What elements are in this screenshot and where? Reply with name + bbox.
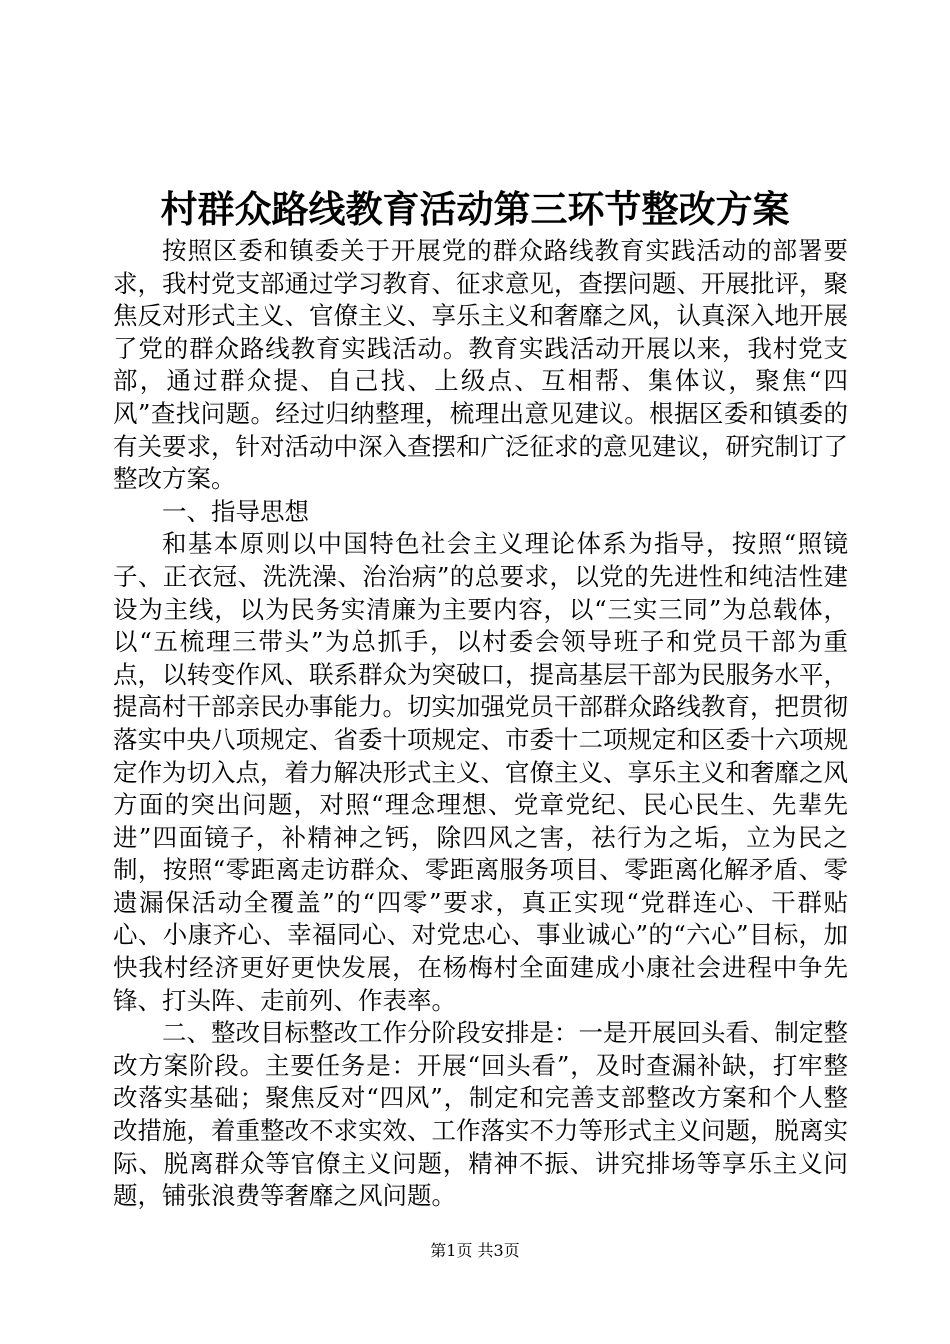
paragraph-intro: 按照区委和镇委关于开展党的群众路线教育实践活动的部署要求，我村党支部通过学习教育、征求意见，查摆问题、开展批评，聚焦反对形式主义、官僚主义、享乐主义和奢靡之风，认真深入地开展了党的群众路线教育实践活动。教育实践活动开展以来，我村党支部，通过群众提、自己找、上级点、互相帮、集体议，聚焦“四风”查找问题。经过归纳整理，梳理出意见建议。根据区委和镇委的有关要求，针对活动中深入查摆和广泛征求的意见建议，研究制订了整改方案。 [113, 236, 848, 494]
page-number-footer: 第1页 共3页 [430, 1241, 520, 1260]
paragraph-rectification-goals: 二、整改目标整改工作分阶段安排是：一是开展回头看、制定整改方案阶段。主要任务是：开展“回头看”，及时查漏补缺，打牢整改落实基础；聚焦反对“四风”，制定和完善支部整改方案和个人整改措施，着重整改不求实效、工作落实不力等形式主义问题，脱离实际、脱离群众等官僚主义问题，精神不振、讲究排场等享乐主义问题，铺张浪费等奢靡之风问题。 [113, 1018, 848, 1211]
section-heading-guiding-thought: 一、指导思想 [162, 496, 309, 526]
document-body [113, 235, 848, 1213]
paragraph-guiding-thought: 和基本原则以中国特色社会主义理论体系为指导，按照“照镜子、正衣冠、洗洗澡、治治病”的总要求，以党的先进性和纯洁性建设为主线，以为民务实清廉为主要内容，以“三实三同”为总载体，以“五梳理三带头”为总抓手，以村委会领导班子和党员干部为重点，以转变作风、联系群众为突破口，提高基层干部为民服务水平，提高村干部亲民办事能力。切实加强党员干部群众路线教育，把贯彻落实中央八项规定、省委十项规定、市委十二项规定和区委十六项规定作为切入点，着力解决形式主义、官僚主义、享乐主义和奢靡之风方面的突出问题，对照“理念理想、党章党纪、民心民生、先辈先进”四面镜子，补精神之钙，除四风之害，祛行为之垢，立为民之制，按照“零距离走访群众、零距离服务项目、零距离化解矛盾、零遗漏保活动全覆盖”的“四零”要求，真正实现“党群连心、干群贴心、小康齐心、幸福同心、对党忠心、事业诚心”的“六心”目标，加快我村经济更好更快发展，在杨梅村全面建成小康社会进程中争先锋、打头阵、走前列、作表率。 [113, 529, 848, 1015]
document-title: 村群众路线教育活动第三环节整改方案 [160, 187, 790, 231]
